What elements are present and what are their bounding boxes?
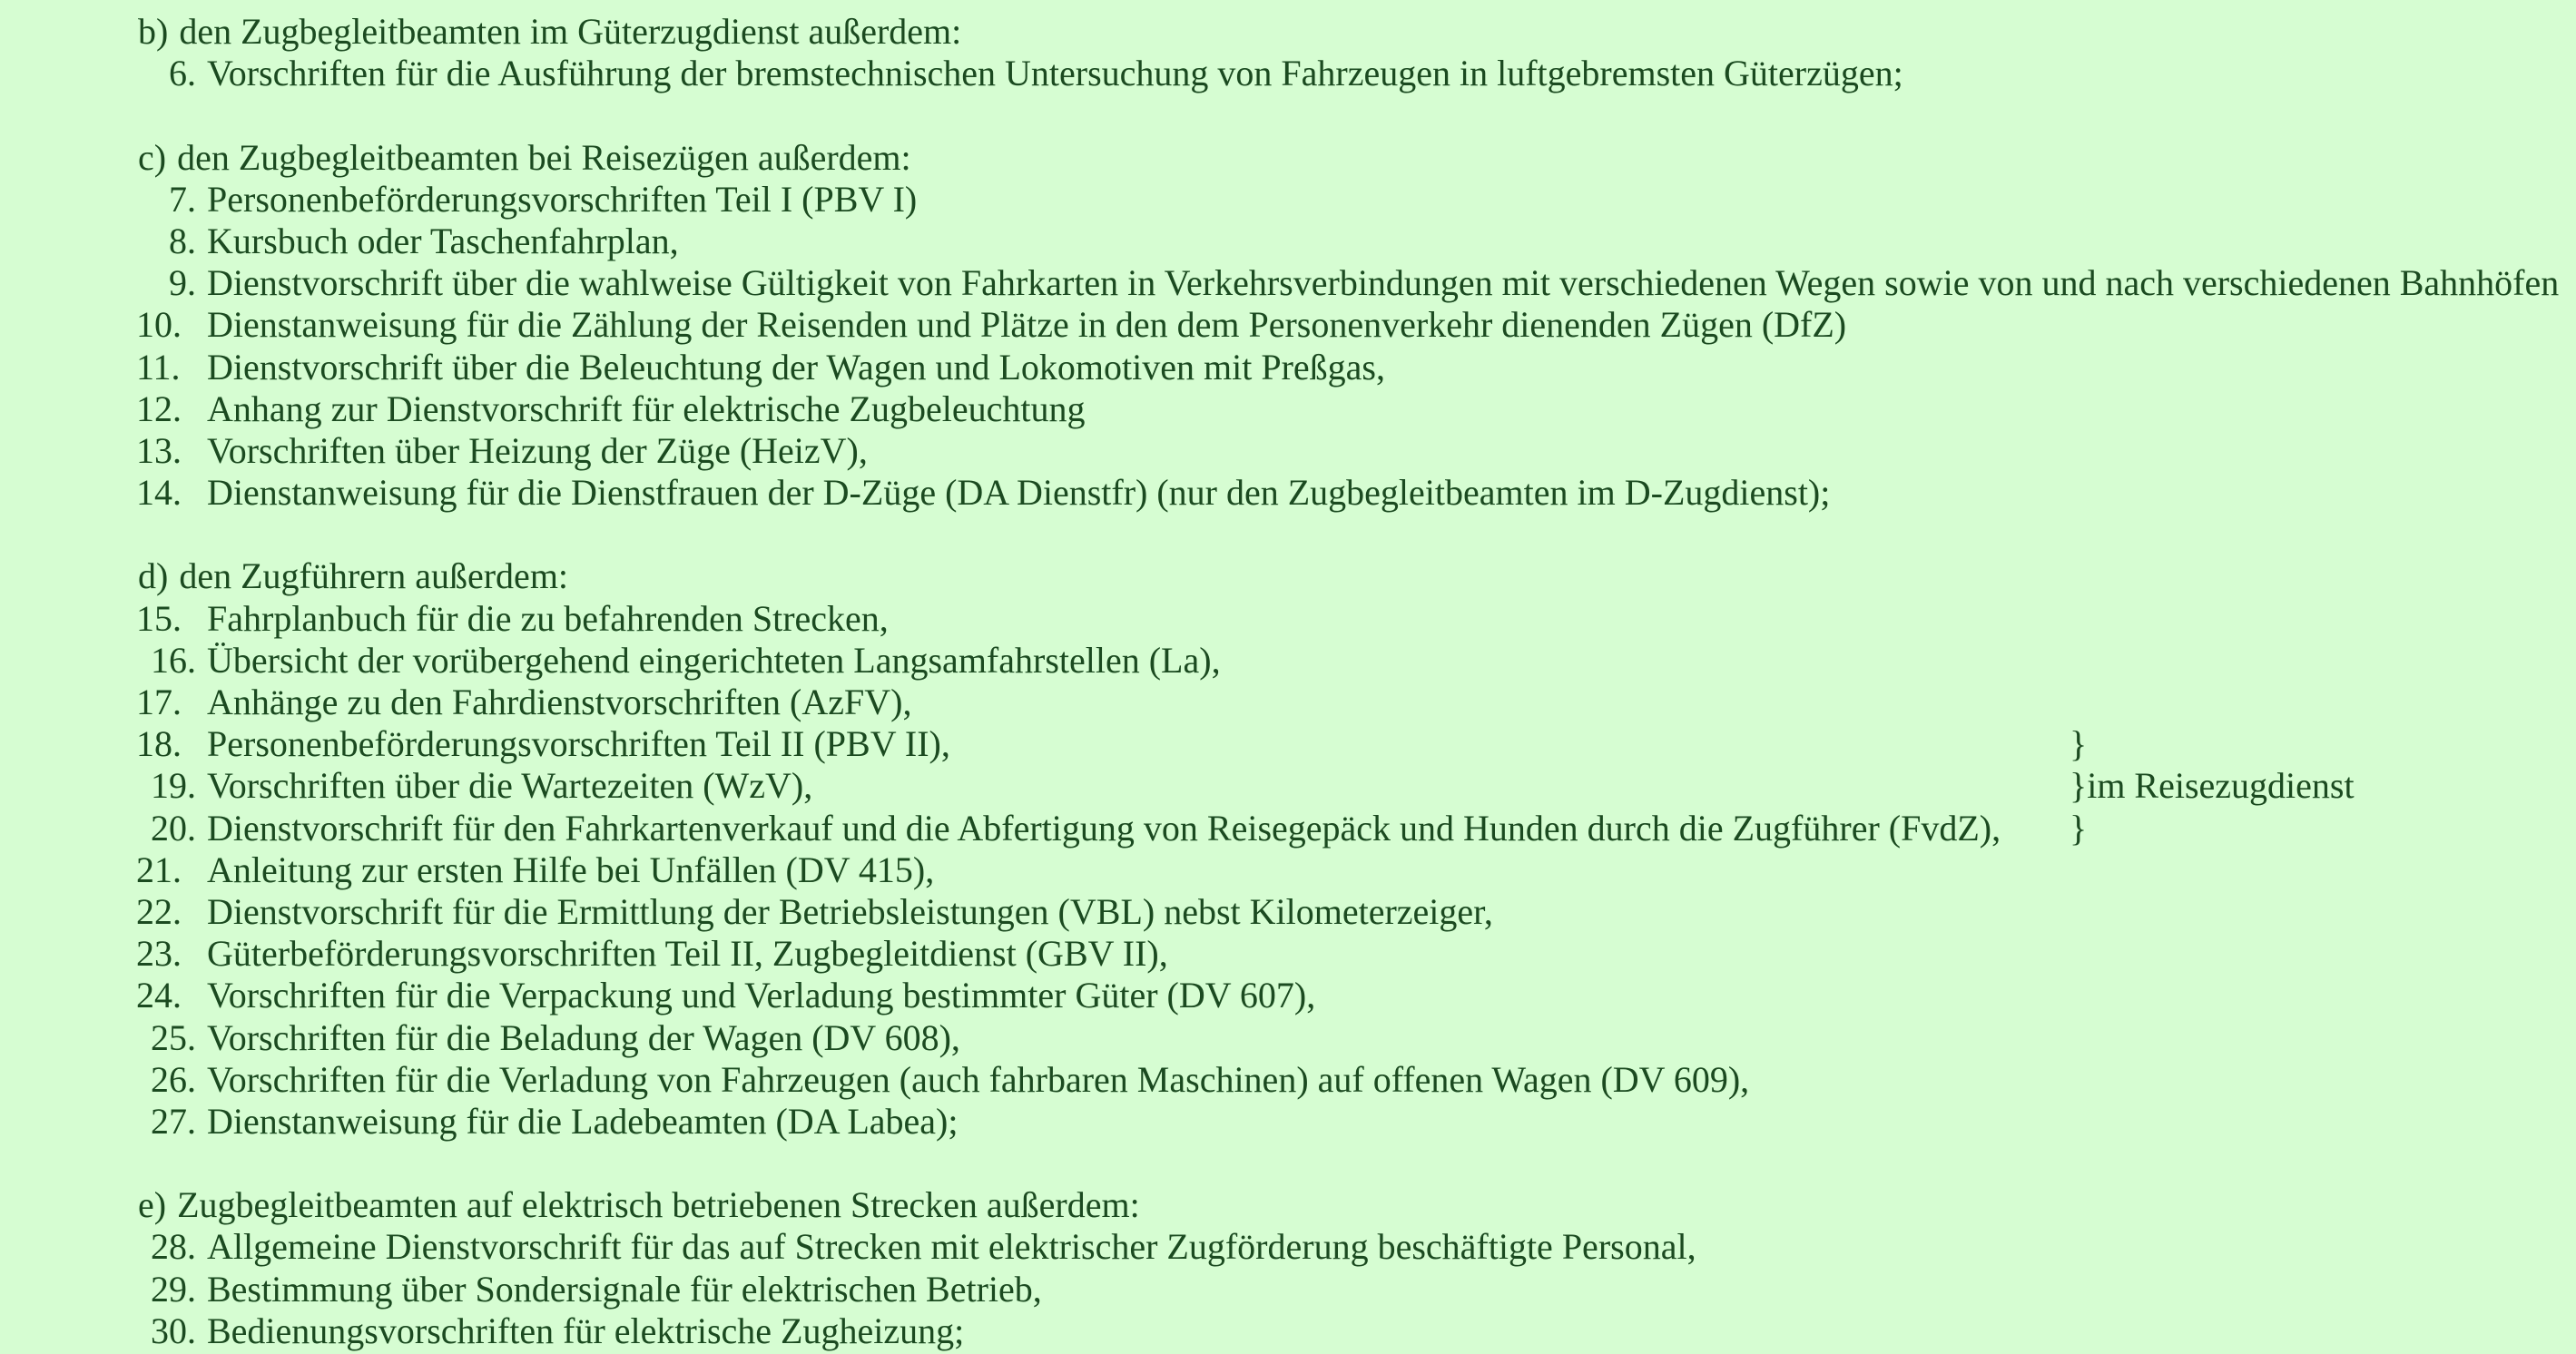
item-number: 22. bbox=[136, 890, 182, 932]
section-heading-text: den Zugbegleitbeamten im Güterzugdienst außerdem: bbox=[179, 11, 962, 52]
section-heading-row bbox=[0, 137, 2576, 179]
item-text: Personenbeförderungsvorschriften Teil II (PBV II), bbox=[207, 723, 950, 765]
item-text: Vorschriften für die Ausführung der bremstechnischen Untersuchung von Fahrzeugen in luftgebremsten Güterzügen; bbox=[207, 53, 1903, 94]
blank-line bbox=[0, 94, 2576, 136]
list-item-row bbox=[0, 347, 2576, 388]
list-item-row bbox=[0, 1059, 2576, 1101]
item-number: 19. bbox=[151, 765, 196, 807]
list-item-row bbox=[0, 430, 2576, 472]
item-text: Vorschriften für die Beladung der Wagen (DV 608), bbox=[207, 1016, 960, 1058]
brace-annotation: } bbox=[2070, 807, 2088, 849]
list-item-row bbox=[0, 262, 2576, 304]
list-item-row bbox=[0, 179, 2576, 221]
item-text: Bestimmung über Sondersignale für elektrischen Betrieb, bbox=[207, 1268, 1042, 1310]
list-item-row bbox=[0, 1017, 2576, 1059]
list-item-row bbox=[0, 849, 2576, 891]
list-item-row bbox=[0, 723, 2576, 765]
item-text: Dienstvorschrift über die Beleuchtung der Wagen und Lokomotiven mit Preßgas, bbox=[207, 346, 1385, 388]
section-label: d) bbox=[138, 555, 169, 597]
item-number: 21. bbox=[136, 849, 182, 890]
item-number: 13. bbox=[136, 429, 182, 471]
list-item-row bbox=[0, 304, 2576, 346]
item-number: 10. bbox=[136, 304, 182, 346]
item-number: 27. bbox=[151, 1100, 196, 1142]
item-text: Dienstanweisung für die Dienstfrauen der D-Züge (DA Dienstfr) (nur den Zugbegleitbeamten im D-Zugdienst); bbox=[207, 472, 1831, 514]
item-number: 25. bbox=[151, 1016, 196, 1058]
item-text: Dienstvorschrift über die wahlweise Gültigkeit von Fahrkarten in Verkehrsverbindungen mit verschiedenen Wegen sowie von und nach verschiedenen Bahnhöfen bbox=[207, 262, 2560, 304]
item-text: Vorschriften für die Verpackung und Verladung bestimmter Güter (DV 607), bbox=[207, 975, 1316, 1016]
list-item-row bbox=[0, 975, 2576, 1016]
blank-line bbox=[0, 514, 2576, 555]
item-text: Anhänge zu den Fahrdienstvorschriften (AzFV), bbox=[207, 682, 912, 722]
item-number: 16. bbox=[151, 639, 196, 681]
list-item-row bbox=[0, 472, 2576, 514]
section-label: e) bbox=[138, 1184, 167, 1226]
list-item-row bbox=[0, 933, 2576, 975]
item-text: Vorschriften über Heizung der Züge (HeizV), bbox=[207, 429, 868, 471]
list-item-row bbox=[0, 765, 2576, 807]
item-text: Dienstanweisung für die Zählung der Reisenden und Plätze in den dem Personenverkehr dienenden Zügen (DfZ) bbox=[207, 304, 1847, 346]
brace-annotation: } bbox=[2070, 723, 2088, 765]
item-number: 29. bbox=[151, 1268, 196, 1310]
item-number: 7. bbox=[169, 178, 196, 220]
section-heading-row bbox=[0, 555, 2576, 597]
list-item-row bbox=[0, 1101, 2576, 1143]
list-item-row bbox=[0, 388, 2576, 430]
item-number: 30. bbox=[151, 1310, 196, 1351]
item-text: Fahrplanbuch für die zu befahrenden Strecken, bbox=[207, 597, 889, 639]
list-item-row bbox=[0, 891, 2576, 933]
list-item-row bbox=[0, 640, 2576, 682]
item-text: Dienstvorschrift für die Ermittlung der Betriebsleistungen (VBL) nebst Kilometerzeiger, bbox=[207, 890, 1493, 932]
list-item-row bbox=[0, 808, 2576, 849]
item-number: 24. bbox=[136, 975, 182, 1016]
item-number: 23. bbox=[136, 933, 182, 975]
item-text: Vorschriften für die Verladung von Fahrzeugen (auch fahrbaren Maschinen) auf offenen Wagen (DV 609), bbox=[207, 1058, 1750, 1100]
item-text: Anleitung zur ersten Hilfe bei Unfällen (DV 415), bbox=[207, 849, 935, 890]
list-item-row bbox=[0, 53, 2576, 94]
item-text: Vorschriften über die Wartezeiten (WzV), bbox=[207, 765, 813, 807]
list-item-row bbox=[0, 1310, 2576, 1352]
list-item-row bbox=[0, 682, 2576, 723]
item-number: 15. bbox=[136, 597, 182, 639]
item-text: Personenbeförderungsvorschriften Teil I (PBV I) bbox=[207, 178, 918, 220]
section-label: c) bbox=[138, 136, 167, 178]
item-number: 14. bbox=[136, 472, 182, 514]
item-number: 20. bbox=[151, 807, 196, 849]
section-heading-text: den Zugbegleitbeamten bei Reisezügen außerdem: bbox=[177, 136, 911, 178]
section-label: b) bbox=[138, 11, 169, 52]
list-item-row bbox=[0, 1226, 2576, 1268]
item-number: 28. bbox=[151, 1226, 196, 1268]
item-number: 6. bbox=[169, 53, 196, 94]
item-text: Güterbeförderungsvorschriften Teil II, Zugbegleitdienst (GBV II), bbox=[207, 933, 1168, 975]
item-text: Allgemeine Dienstvorschrift für das auf Strecken mit elektrischer Zugförderung beschäftigte Personal, bbox=[207, 1226, 1696, 1268]
item-text: Kursbuch oder Taschenfahrplan, bbox=[207, 220, 679, 261]
section-heading-row bbox=[0, 1184, 2576, 1226]
section-heading-row bbox=[0, 11, 2576, 53]
item-number: 26. bbox=[151, 1058, 196, 1100]
item-number: 12. bbox=[136, 388, 182, 429]
blank-line bbox=[0, 1143, 2576, 1184]
item-text: Dienstvorschrift für den Fahrkartenverkauf und die Abfertigung von Reisegepäck und Hunden durch die Zugführer (FvdZ), bbox=[207, 807, 2001, 849]
item-text: Bedienungsvorschriften für elektrische Zugheizung; bbox=[207, 1310, 965, 1351]
list-item-row bbox=[0, 1269, 2576, 1310]
brace-annotation: }im Reisezugdienst bbox=[2070, 765, 2355, 807]
item-text: Dienstanweisung für die Ladebeamten (DA Labea); bbox=[207, 1100, 959, 1142]
list-item-row bbox=[0, 221, 2576, 262]
item-text: Übersicht der vorübergehend eingerichteten Langsamfahrstellen (La), bbox=[207, 639, 1221, 681]
section-heading-text: den Zugführern außerdem: bbox=[179, 555, 569, 597]
item-number: 9. bbox=[169, 262, 196, 304]
item-number: 8. bbox=[169, 220, 196, 261]
item-number: 18. bbox=[136, 723, 182, 765]
section-heading-text: Zugbegleitbeamten auf elektrisch betriebenen Strecken außerdem: bbox=[177, 1184, 1140, 1226]
item-number: 11. bbox=[136, 346, 181, 388]
item-number: 17. bbox=[136, 682, 182, 722]
item-text: Anhang zur Dienstvorschrift für elektrische Zugbeleuchtung bbox=[207, 388, 1086, 429]
list-item-row bbox=[0, 598, 2576, 640]
